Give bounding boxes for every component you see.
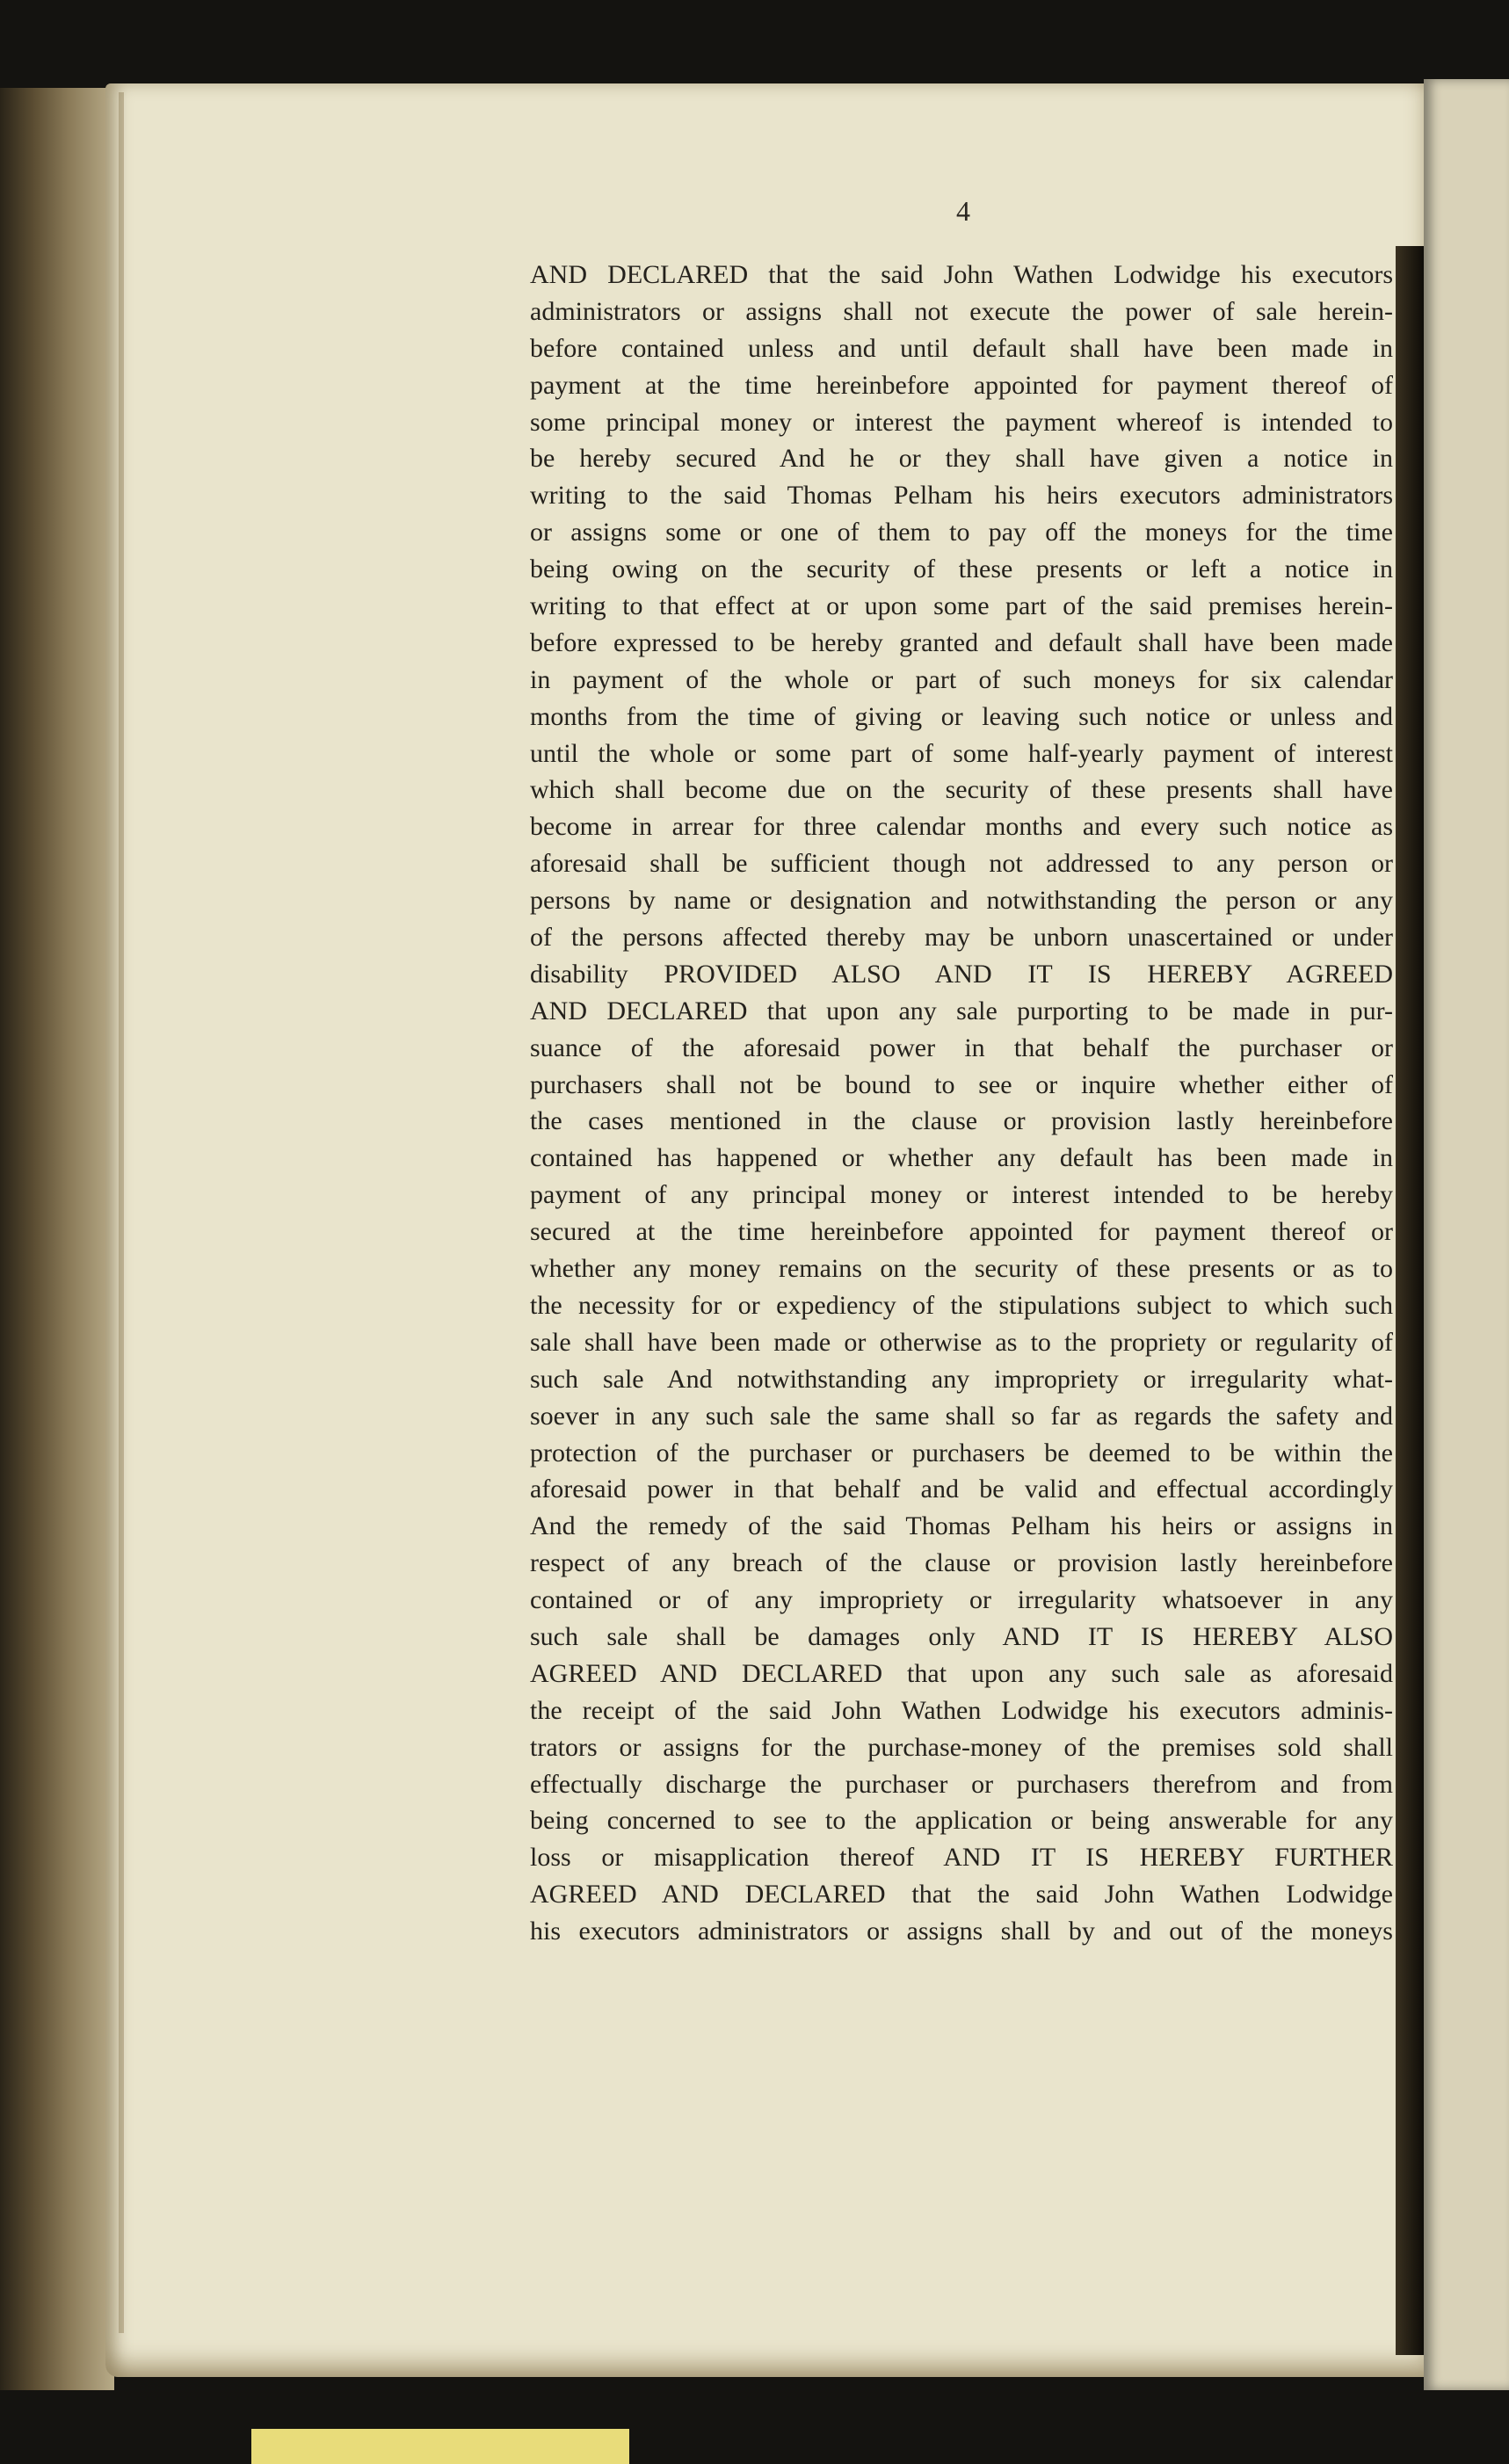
text-line: And the remedy of the said Thomas Pelham his heirs or assigns in bbox=[530, 1511, 1393, 1541]
body-text bbox=[530, 257, 1393, 1950]
text-line: such sale And notwithstanding any impropriety or irregularity what- bbox=[530, 1364, 1393, 1394]
text-line: sale shall have been made or otherwise as to the propriety or regularity of bbox=[530, 1327, 1393, 1357]
text-line: his executors administrators or assigns shall by and out of the moneys bbox=[530, 1917, 1393, 1946]
text-line: of the persons affected thereby may be unborn unascertained or under bbox=[530, 923, 1393, 953]
text-line: persons by name or designation and notwithstanding the person or any bbox=[530, 886, 1393, 916]
text-line: secured at the time hereinbefore appointed for payment thereof or bbox=[530, 1217, 1393, 1247]
text-line: the necessity for or expediency of the stipulations subject to which such bbox=[530, 1290, 1393, 1320]
text-line: disability PROVIDED ALSO AND IT IS HEREBY AGREED bbox=[530, 959, 1393, 989]
page-edge-shadow bbox=[119, 92, 124, 2333]
adjacent-page bbox=[1424, 79, 1509, 2390]
text-line: some principal money or interest the payment whereof is intended to bbox=[530, 407, 1393, 437]
text-line: contained has happened or whether any default has been made in bbox=[530, 1143, 1393, 1173]
text-line: AGREED AND DECLARED that the said John Wathen Lodwidge bbox=[530, 1880, 1393, 1910]
text-line: suance of the aforesaid power in that behalf the purchaser or bbox=[530, 1033, 1393, 1062]
text-line: payment at the time hereinbefore appointed for payment thereof of bbox=[530, 370, 1393, 400]
text-line: loss or misapplication thereof AND IT IS HEREBY FURTHER bbox=[530, 1843, 1393, 1873]
book-spine bbox=[1396, 246, 1424, 2355]
text-line: whether any money remains on the security of these presents or as to bbox=[530, 1254, 1393, 1284]
text-line: soever in any such sale the same shall so far as regards the safety and bbox=[530, 1401, 1393, 1431]
text-line: which shall become due on the security of these presents shall have bbox=[530, 775, 1393, 805]
text-line: effectually discharge the purchaser or purchasers therefrom and from bbox=[530, 1769, 1393, 1799]
text-line: writing to that effect at or upon some part of the said premises herein- bbox=[530, 591, 1393, 621]
text-line: payment of any principal money or interest intended to be hereby bbox=[530, 1180, 1393, 1210]
text-line: purchasers shall not be bound to see or inquire whether either of bbox=[530, 1069, 1393, 1099]
text-line: contained or of any impropriety or irregularity whatsoever in any bbox=[530, 1585, 1393, 1615]
book-left-edge bbox=[0, 88, 114, 2390]
text-line: AGREED AND DECLARED that upon any such sale as aforesaid bbox=[530, 1658, 1393, 1688]
text-line: be hereby secured And he or they shall have given a notice in bbox=[530, 444, 1393, 474]
text-line: aforesaid power in that behalf and be valid and effectual accordingly bbox=[530, 1475, 1393, 1504]
text-line: AND DECLARED that upon any sale purporting to be made in pur- bbox=[530, 996, 1393, 1025]
text-line: protection of the purchaser or purchasers be deemed to be within the bbox=[530, 1438, 1393, 1468]
text-line: writing to the said Thomas Pelham his heirs executors administrators bbox=[530, 481, 1393, 511]
text-line: before contained unless and until default shall have been made in bbox=[530, 333, 1393, 363]
text-line: being owing on the security of these presents or left a notice in bbox=[530, 554, 1393, 584]
text-line: aforesaid shall be sufficient though not addressed to any person or bbox=[530, 849, 1393, 879]
text-line: respect of any breach of the clause or provision lastly hereinbefore bbox=[530, 1548, 1393, 1578]
text-line: months from the time of giving or leaving such notice or unless and bbox=[530, 701, 1393, 731]
text-line: the receipt of the said John Wathen Lodwidge his executors adminis- bbox=[530, 1695, 1393, 1725]
text-line: become in arrear for three calendar months and every such notice as bbox=[530, 812, 1393, 842]
text-line: such sale shall be damages only AND IT IS HEREBY ALSO bbox=[530, 1621, 1393, 1651]
scan-color-strip bbox=[251, 2429, 629, 2464]
text-line: in payment of the whole or part of such moneys for six calendar bbox=[530, 664, 1393, 694]
text-line: or assigns some or one of them to pay off the moneys for the time bbox=[530, 518, 1393, 547]
text-line: before expressed to be hereby granted and default shall have been made bbox=[530, 627, 1393, 657]
text-line: administrators or assigns shall not execute the power of sale herein- bbox=[530, 296, 1393, 326]
text-line: until the whole or some part of some half-yearly payment of interest bbox=[530, 738, 1393, 768]
text-line: trators or assigns for the purchase-money of the premises sold shall bbox=[530, 1732, 1393, 1762]
text-line: being concerned to see to the application or being answerable for any bbox=[530, 1806, 1393, 1836]
text-line: the cases mentioned in the clause or provision lastly hereinbefore bbox=[530, 1106, 1393, 1136]
page-number: 4 bbox=[956, 195, 970, 227]
text-line: AND DECLARED that the said John Wathen Lodwidge his executors bbox=[530, 260, 1393, 289]
